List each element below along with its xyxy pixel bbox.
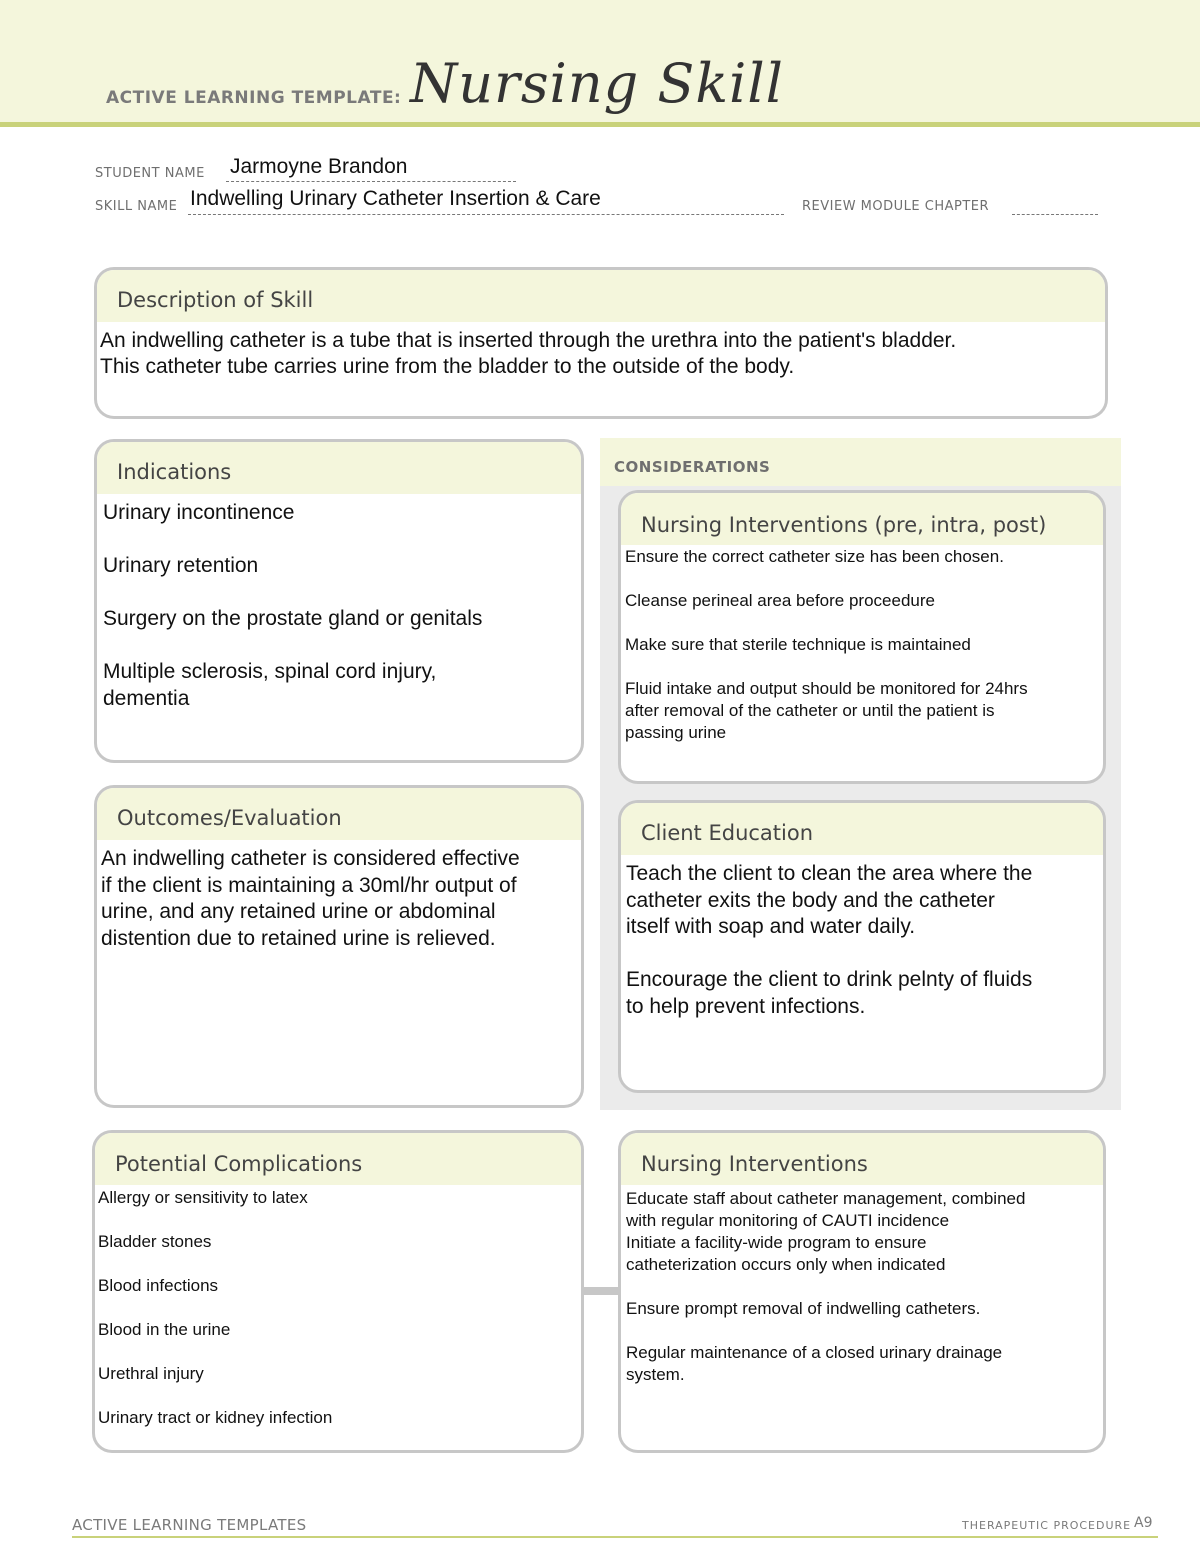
review-module-label: REVIEW MODULE CHAPTER xyxy=(802,199,990,214)
template-title: Nursing Skill xyxy=(410,52,784,115)
nursing-interventions-pip-box xyxy=(618,490,1106,784)
description-text[interactable]: An indwelling catheter is a tube that is inserted through the urethra into the patient's bladder. This catheter tube carries urine from the bladder to the outside of the body. xyxy=(100,329,957,378)
skill-name-line xyxy=(188,214,784,215)
template-label: ACTIVE LEARNING TEMPLATE: xyxy=(106,88,402,108)
nursing-interventions-pip-text[interactable]: Ensure the correct catheter size has been chosen. Cleanse perineal area before proceedure Make sure that sterile technique is maintained Fluid intake and output should be monitored for 24hrs after removal of the catheter or until the patient is passing urine xyxy=(625,547,1028,742)
student-name-label: STUDENT NAME xyxy=(95,166,205,181)
description-title: Description of Skill xyxy=(117,288,314,312)
potential-complications-title: Potential Complications xyxy=(115,1152,363,1176)
skill-name-label: SKILL NAME xyxy=(95,199,178,214)
indications-text[interactable]: Urinary incontinence Urinary retention Surgery on the prostate gland or genitals Multiple sclerosis, spinal cord injury, dementia xyxy=(103,501,483,710)
header-rule xyxy=(0,122,1200,127)
footer-page-number: A9 xyxy=(1134,1515,1153,1531)
footer-right: THERAPEUTIC PROCEDURE xyxy=(962,1519,1132,1532)
client-education-title: Client Education xyxy=(641,821,814,845)
description-box xyxy=(94,267,1108,419)
nursing-interventions-text[interactable]: Educate staff about catheter management, combined with regular monitoring of CAUTI incidence Initiate a facility-wide program to ensure catheterization occurs only when indicated Ensure prompt removal of indwelling catheters. Regular maintenance of a closed urinary drainage system. xyxy=(626,1189,1026,1384)
indications-box xyxy=(94,439,584,763)
nursing-interventions-pip-title: Nursing Interventions (pre, intra, post) xyxy=(641,513,1047,537)
review-module-field[interactable] xyxy=(1012,214,1098,215)
potential-complications-text[interactable]: Allergy or sensitivity to latex Bladder stones Blood infections Blood in the urine Urethral injury Urinary tract or kidney infection xyxy=(98,1188,333,1427)
outcomes-title: Outcomes/Evaluation xyxy=(117,806,342,830)
student-name-line xyxy=(226,181,516,182)
student-name-field[interactable]: Jarmoyne Brandon xyxy=(230,155,408,178)
nursing-interventions-box xyxy=(618,1130,1106,1453)
nursing-interventions-title: Nursing Interventions xyxy=(641,1152,868,1176)
footer-rule xyxy=(72,1536,1158,1538)
outcomes-box xyxy=(94,785,584,1108)
box-connector xyxy=(582,1287,622,1295)
client-education-box xyxy=(618,800,1106,1093)
client-education-text[interactable]: Teach the client to clean the area where the catheter exits the body and the catheter itself with soap and water daily. Encourage the client to drink pelnty of fluids to help prevent infections. xyxy=(626,862,1033,1018)
footer-left: ACTIVE LEARNING TEMPLATES xyxy=(72,1516,307,1534)
outcomes-text[interactable]: An indwelling catheter is considered effective if the client is maintaining a 30ml/hr output of urine, and any retained urine or abdominal distention due to retained urine is relieved. xyxy=(101,847,520,950)
skill-name-field[interactable]: Indwelling Urinary Catheter Insertion & Care xyxy=(190,187,601,210)
indications-title: Indications xyxy=(117,460,232,484)
potential-complications-box xyxy=(92,1130,584,1453)
considerations-label: CONSIDERATIONS xyxy=(614,458,771,476)
